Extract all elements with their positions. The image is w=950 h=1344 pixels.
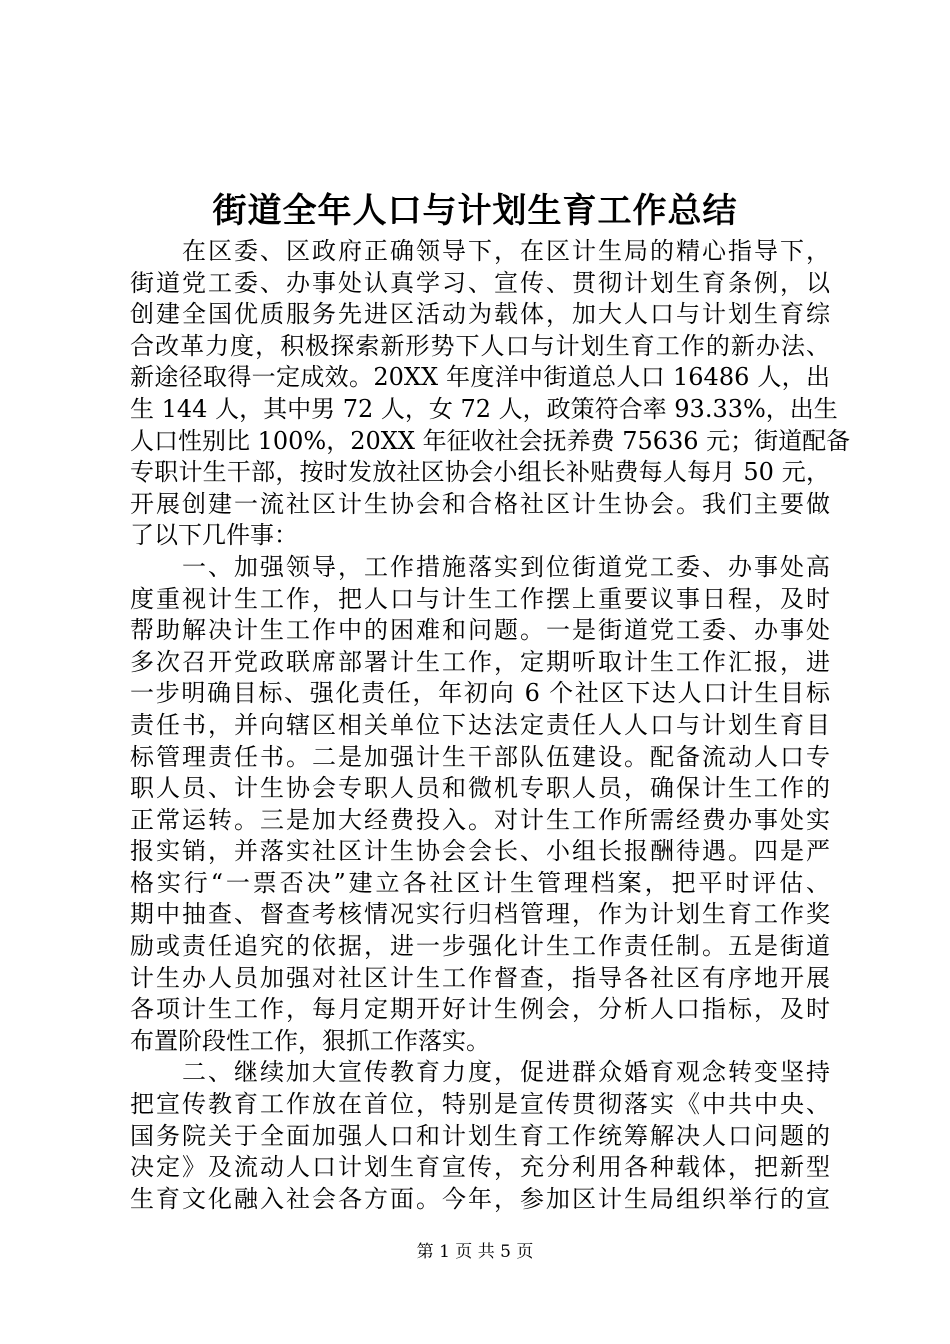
text-line: 一、加强领导，工作措施落实到位街道党工委、办事处高: [182, 552, 830, 581]
text-line: 计生办人员加强对社区计生工作督查，指导各社区有序地开展: [130, 963, 830, 992]
text-line: 期中抽查、督查考核情况实行归档管理，作为计划生育工作奖: [130, 900, 830, 929]
text-line: 布置阶段性工作，狠抓工作落实。: [130, 1026, 490, 1055]
text-line: 职人员、计生协会专职人员和微机专职人员，确保计生工作的: [130, 774, 830, 803]
text-line: 在区委、区政府正确领导下，在区计生局的精心指导下，: [182, 237, 830, 265]
text-line: 一步明确目标、强化责任，年初向 6 个社区下达人口计生目标: [130, 679, 830, 708]
text-line: 正常运转。三是加大经费投入。对计生工作所需经费办事处实: [130, 805, 830, 834]
text-line: 开展创建一流社区计生协会和合格社区计生协会。我们主要做: [130, 489, 830, 518]
text-line: 度重视计生工作，把人口与计生工作摆上重要议事日程，及时: [130, 584, 830, 613]
text-line: 决定》及流动人口计划生育宣传，充分利用各种载体，把新型: [130, 1153, 830, 1182]
text-line: 合改革力度，积极探索新形势下人口与计划生育工作的新办法、: [130, 331, 830, 360]
text-line: 新途径取得一定成效。20XX 年度洋中街道总人口 16486 人，出: [130, 363, 830, 392]
text-line: 报实销，并落实社区计生协会会长、小组长报酬待遇。四是严: [130, 837, 830, 866]
text-line: 格实行“一票否决”建立各社区计生管理档案，把平时评估、: [130, 868, 830, 897]
text-line: 把宣传教育工作放在首位，特别是宣传贯彻落实《中共中央、: [130, 1090, 830, 1119]
text-line: 人口性别比 100%，20XX 年征收社会抚养费 75636 元；街道配备: [130, 426, 851, 455]
page-footer: 第 1 页 共 5 页: [416, 1242, 534, 1262]
text-line: 多次召开党政联席部署计生工作，定期听取计生工作汇报，进: [130, 647, 830, 676]
text-line: 励或责任追究的依据，进一步强化计生工作责任制。五是街道: [130, 932, 830, 961]
text-line: 创建全国优质服务先进区活动为载体，加大人口与计划生育综: [130, 300, 830, 329]
document-title: 街道全年人口与计划生育工作总结: [212, 191, 738, 231]
text-line: 国务院关于全面加强人口和计划生育工作统筹解决人口问题的: [130, 1121, 830, 1150]
text-line: 二、继续加大宣传教育力度，促进群众婚育观念转变坚持: [182, 1058, 830, 1087]
text-line: 专职计生干部，按时发放社区协会小组长补贴费每人每月 50 元，: [130, 458, 830, 487]
text-line: 生 144 人，其中男 72 人，女 72 人，政策符合率 93.33%，出生: [130, 394, 838, 423]
text-line: 责任书，并向辖区相关单位下达法定责任人人口与计划生育目: [130, 710, 830, 739]
document-body: [130, 236, 851, 1215]
text-line: 标管理责任书。二是加强计生干部队伍建设。配备流动人口专: [130, 742, 830, 771]
text-line: 街道党工委、办事处认真学习、宣传、贯彻计划生育条例，以: [130, 268, 830, 297]
text-line: 帮助解决计生工作中的困难和问题。一是街道党工委、办事处: [130, 616, 830, 645]
text-line: 生育文化融入社会各方面。今年，参加区计生局组织举行的宣: [130, 1184, 830, 1213]
text-line: 各项计生工作，每月定期开好计生例会，分析人口指标，及时: [130, 995, 830, 1024]
text-line: 了以下几件事：: [130, 521, 298, 550]
